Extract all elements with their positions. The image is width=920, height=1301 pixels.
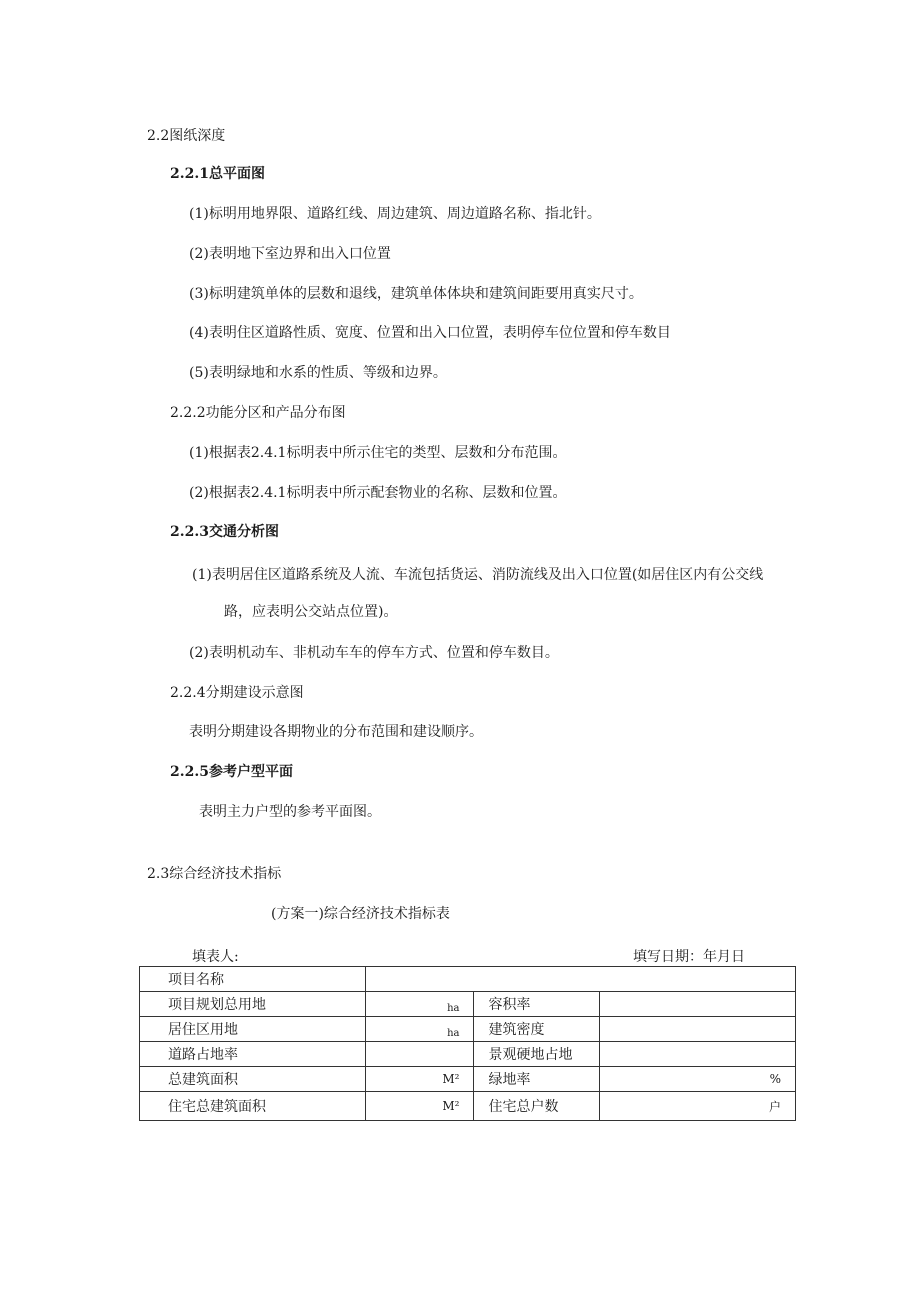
table-cell-unit [365, 1017, 474, 1042]
table-cell-label: 容积率 [474, 992, 600, 1017]
table-cell-unit [600, 1042, 796, 1067]
table-row [140, 967, 796, 992]
indicators-table [139, 966, 796, 1121]
section-2-2-5-title: 2.2.5参考户型平面 [170, 764, 293, 780]
table-row [140, 992, 796, 1017]
section-2-2-4-title: 2.2.4分期建设示意图 [170, 685, 304, 701]
section-2-3-title: 2.3综合经济技术指标 [147, 866, 282, 882]
list-item: (3)标明建筑单体的层数和退线，建筑单体体块和建筑间距要用真实尺寸。 [189, 286, 643, 302]
table-row [140, 1092, 796, 1121]
table-cell-label: 项目名称 [140, 967, 366, 992]
table-cell-unit [365, 1042, 474, 1067]
table-cell-label: 项目规划总用地 [140, 992, 366, 1017]
table-cell-label: 绿地率 [474, 1067, 600, 1092]
fill-date-label: 填写日期：年月日 [633, 949, 745, 965]
table-cell-unit: M² [365, 1067, 474, 1092]
unit-text: ha [447, 1027, 460, 1039]
paragraph: 表明主力户型的参考平面图。 [199, 804, 381, 820]
table-row [140, 1042, 796, 1067]
table-cell-unit: % [600, 1067, 796, 1092]
table-cell-label: 居住区用地 [140, 1017, 366, 1042]
list-item: (1)根据表2.4.1标明表中所示住宅的类型、层数和分布范围。 [189, 445, 567, 461]
table-cell-label: 住宅总建筑面积 [140, 1092, 366, 1121]
filler-label: 填表人: [192, 949, 239, 965]
list-item: (5)表明绿地和水系的性质、等级和边界。 [189, 365, 447, 381]
list-item: (2)表明机动车、非机动车车的停车方式、位置和停车数目。 [189, 645, 559, 661]
table-cell-unit [600, 1017, 796, 1042]
table-cell-unit [365, 992, 474, 1017]
table-cell-unit: M² [365, 1092, 474, 1121]
unit-text: ha [447, 1002, 460, 1014]
table-cell-label: 建筑密度 [474, 1017, 600, 1042]
section-2-2-2-title: 2.2.2功能分区和产品分布图 [170, 405, 346, 421]
table-row [140, 1017, 796, 1042]
list-item: (1)标明用地界限、道路红线、周边建筑、周边道路名称、指北针。 [189, 206, 601, 222]
table-cell-unit [600, 992, 796, 1017]
table-cell-label: 总建筑面积 [140, 1067, 366, 1092]
table-caption: (方案一)综合经济技术指标表 [271, 906, 450, 922]
table-cell-label: 景观硬地占地 [474, 1042, 600, 1067]
table-cell-value [365, 967, 795, 992]
section-2-2-title: 2.2图纸深度 [147, 128, 226, 144]
table-meta-row [192, 948, 745, 966]
table-row [140, 1067, 796, 1092]
section-2-2-3-title: 2.2.3交通分析图 [170, 524, 279, 540]
table-cell-label: 道路占地率 [140, 1042, 366, 1067]
list-item: (2)根据表2.4.1标明表中所示配套物业的名称、层数和位置。 [189, 485, 567, 501]
paragraph: 表明分期建设各期物业的分布范围和建设顺序。 [189, 724, 483, 740]
table-cell-label: 住宅总户数 [474, 1092, 600, 1121]
list-item: (2)表明地下室边界和出入口位置 [189, 246, 391, 262]
section-2-2-1-title: 2.2.1总平面图 [170, 166, 265, 182]
list-item: (1)表明居住区道路系统及人流、车流包括货运、消防流线及出入口位置(如居住区内有公交线 [192, 567, 764, 583]
list-item-continuation: 路，应表明公交站点位置)。 [224, 604, 398, 620]
table-cell-unit: 户 [600, 1092, 796, 1121]
list-item: (4)表明住区道路性质、宽度、位置和出入口位置，表明停车位位置和停车数目 [189, 325, 671, 341]
